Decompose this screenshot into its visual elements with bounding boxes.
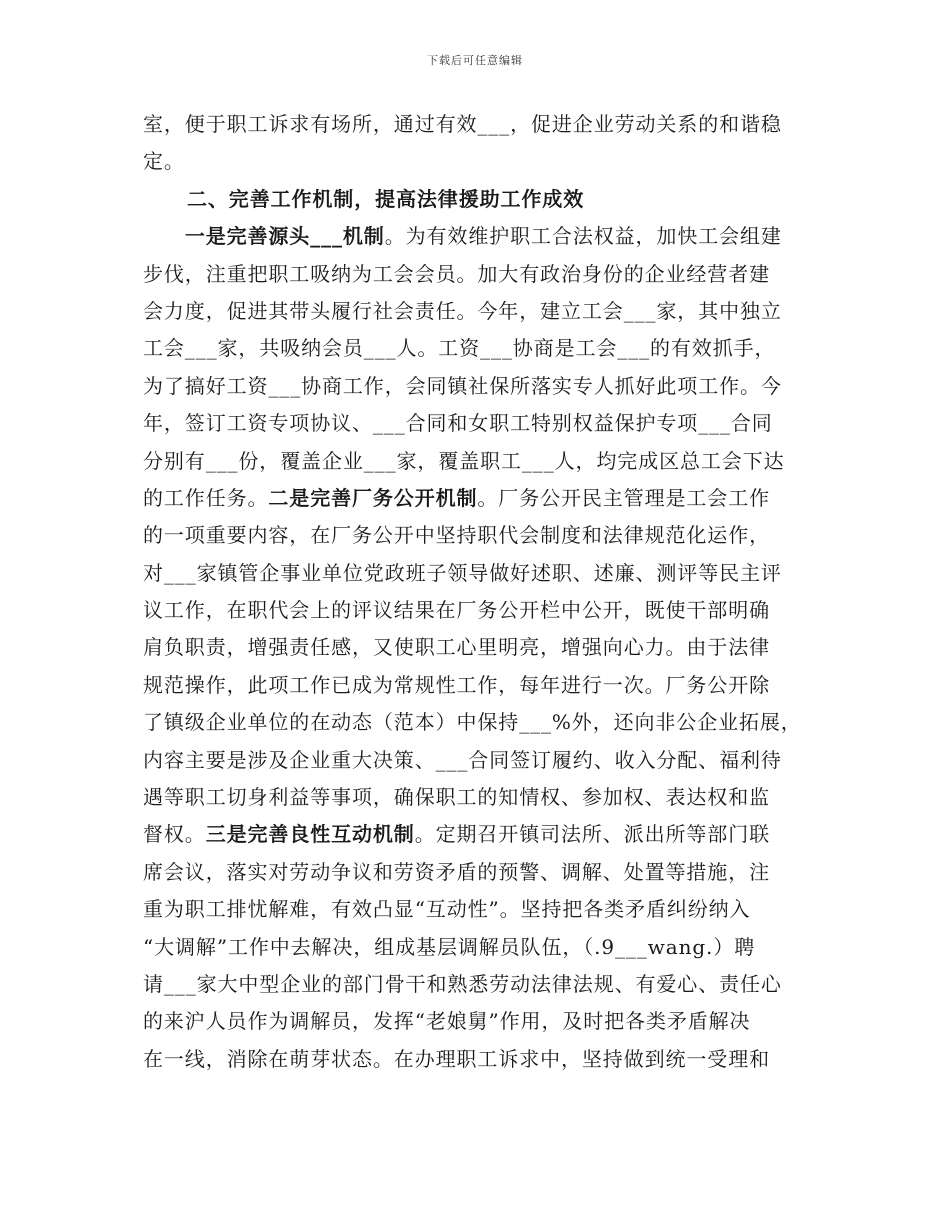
text-run: 的一项重要内容，在厂务公开中坚持职代会制度和法律规范化运作， — [143, 523, 770, 548]
text-line — [143, 1041, 815, 1078]
text-line — [143, 742, 815, 779]
text-line — [143, 106, 815, 143]
text-run: 定。 — [143, 149, 185, 174]
text-line — [143, 293, 815, 330]
text-run: 规范操作，此项工作已成为常规性工作，每年进行一次。厂务公开除 — [143, 672, 770, 697]
section-heading — [143, 181, 815, 218]
text-run: 内容主要是涉及企业重大决策、___合同签订履约、收入分配、福利待 — [143, 747, 782, 772]
text-line — [143, 966, 815, 1003]
text-run: 了镇级企业单位的在动态（范本）中保持___%外，还向非公企业拓展， — [143, 710, 802, 735]
text-run: 的工作任务。 — [143, 485, 269, 510]
text-run: 年，签订工资专项协议、___合同和女职工特别权益保护专项___合同 — [143, 411, 773, 436]
text-run: 督权。 — [143, 822, 206, 847]
text-line — [143, 854, 815, 891]
text-line — [143, 555, 815, 592]
text-line — [143, 779, 815, 816]
text-line — [143, 330, 815, 367]
document-body — [143, 106, 815, 1078]
text-line — [143, 704, 815, 741]
text-run: 。为有效维护职工合法权益，加快工会组建 — [384, 224, 782, 249]
text-run: 工会___家，共吸纳会员___人。工资___协商是工会___的有效抓手， — [143, 336, 776, 361]
text-run: 重为职工排忧解难，有效凸显“互动性”。坚持把各类矛盾纠纷纳入 — [143, 897, 751, 922]
text-run: 。定期召开镇司法所、派出所等部门联 — [414, 822, 771, 847]
text-run: 议工作，在职代会上的评议结果在厂务公开栏中公开，既使干部明确 — [143, 598, 770, 623]
text-line — [143, 592, 815, 629]
text-line — [143, 891, 815, 928]
text-run: 对___家镇管企事业单位党政班子领导做好述职、述廉、测评等民主评 — [143, 560, 782, 585]
text-line — [143, 667, 815, 704]
text-line — [143, 256, 815, 293]
text-line — [143, 218, 815, 255]
text-line — [143, 517, 815, 554]
text-run — [143, 224, 185, 248]
text-line — [143, 1003, 815, 1040]
text-line — [143, 443, 815, 480]
text-line — [143, 405, 815, 442]
text-line — [143, 816, 815, 853]
text-run: 席会议，落实对劳动争议和劳资矛盾的预警、调解、处置等措施，注 — [143, 859, 770, 884]
text-line — [143, 480, 815, 517]
bold-phrase: 一是完善源头___机制 — [184, 224, 385, 249]
text-run: 请___家大中型企业的部门骨干和熟悉劳动法律法规、有爱心、责任心 — [143, 971, 782, 996]
bold-phrase: 二是完善厂务公开机制 — [268, 485, 478, 510]
text-run: 遇等职工切身利益等事项，确保职工的知情权、参加权、表达权和监 — [143, 785, 770, 810]
text-run: 分别有___份，覆盖企业___家，覆盖职工___人，均完成区总工会下达 — [143, 448, 785, 473]
bold-phrase: 三是完善良性互动机制 — [205, 822, 415, 847]
text-line — [143, 143, 815, 180]
text-run: 肩负职责，增强责任感，又使职工心里明亮，增强向心力。由于法律 — [143, 635, 770, 660]
page-header: 下载后可任意编辑 — [427, 54, 523, 67]
text-line — [143, 929, 815, 966]
text-run: 的来沪人员作为调解员，发挥“老娘舅”作用，及时把各类矛盾解决 — [143, 1009, 751, 1034]
text-run: 步伐，注重把职工吸纳为工会会员。加大有政治身份的企业经营者建 — [143, 261, 770, 286]
text-run: 为了搞好工资___协商工作，会同镇社保所落实专人抓好此项工作。今 — [143, 373, 782, 398]
text-run: 。厂务公开民主管理是工会工作 — [477, 485, 771, 510]
text-run: “大调解”工作中去解决，组成基层调解员队伍，（.9___wang.）聘 — [143, 934, 756, 959]
text-line — [143, 629, 815, 666]
text-run: 会力度，促进其带头履行社会责任。今年，建立工会___家，其中独立 — [143, 298, 782, 323]
text-run: 二、完善工作机制，提高法律援助工作成效 — [187, 186, 585, 211]
text-run: 在一线，消除在萌芽状态。在办理职工诉求中，坚持做到统一受理和 — [143, 1046, 770, 1071]
text-line — [143, 368, 815, 405]
text-run: 室，便于职工诉求有场所，通过有效___，促进企业劳动关系的和谐稳 — [143, 112, 782, 136]
